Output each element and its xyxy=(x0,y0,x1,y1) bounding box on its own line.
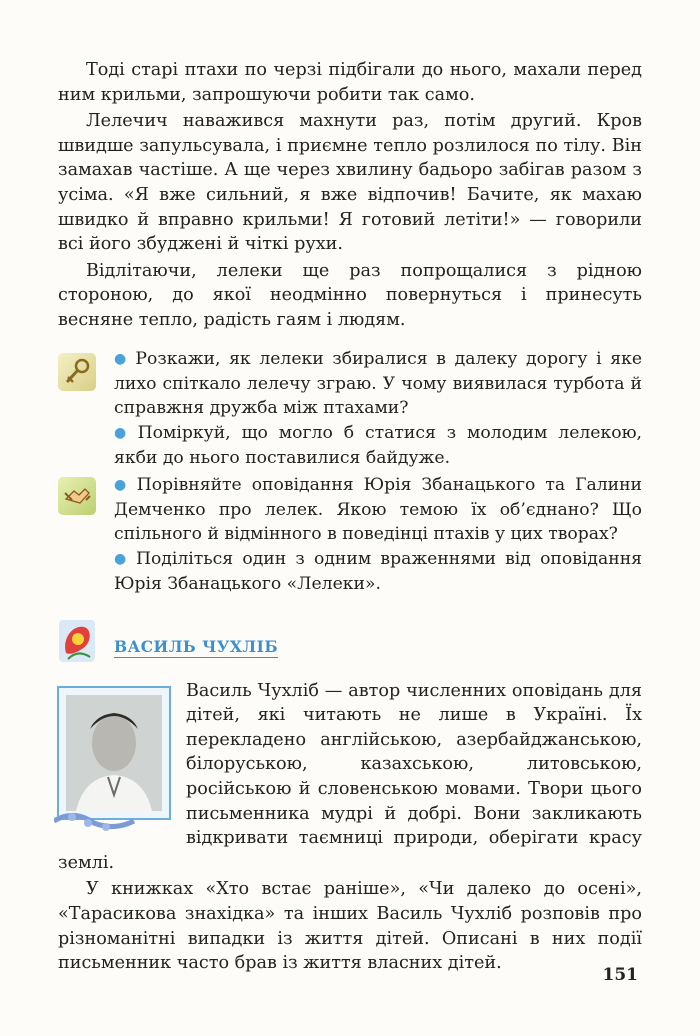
question-item: ● Порівняйте оповідання Юрія Збанацького та Галини Демченко про лелек. Якою темою їх об’єднано? Що спільного й відмінного в поведінці птахів у цих творах? xyxy=(114,474,642,545)
questions-block-2 xyxy=(58,473,642,597)
key-icon xyxy=(58,353,96,391)
bullet-icon: ● xyxy=(114,424,132,441)
page-content xyxy=(58,58,642,976)
author-heading xyxy=(58,619,642,663)
paragraph: Відлітаючи, лелеки ще раз попрощалися з рідною стороною, до якої неодмінно повернуться і принесуть весняне тепло, радість гаям і людям. xyxy=(58,260,642,330)
author-emblem-icon xyxy=(58,619,96,663)
author-portrait xyxy=(54,681,174,831)
paragraph: Василь Чухліб — автор численних оповідань для дітей, які читають не лише в Україні. Їх перекладено англійською, азербайджанською, білоруською, казахською, литовською, російською й словенською мовами. Твори цього письменника мудрі й добрі. Вони закликають відкривати таємниці природи, оберігати красу землі. xyxy=(58,680,642,873)
paragraph: Тоді старі птахи по черзі підбігали до нього, махали перед ним крильми, запрошуючи робити так само. xyxy=(58,60,642,105)
author-bio xyxy=(58,679,642,976)
question-item: ● Поміркуй, що могло б статися з молодим лелекою, якби до нього поставилися байдуже. xyxy=(114,422,642,469)
question-item: ● Розкажи, як лелеки збиралися в далеку дорогу і яке лихо спіткало лелечу зграю. У чому виявилася турбота й справжня дружба між птахами? xyxy=(114,348,642,419)
bullet-icon: ● xyxy=(114,550,130,567)
paragraph: Лелечич наважився махнути раз, потім другий. Кров швидше запульсувала, і приємне тепло розлилося по тілу. Він замахав частіше. А ще через хвилину бадьоро забігав разом з усіма. «Я вже сильний, я вже відпочив! Бачите, як махаю швидко й вправно крильми! Я готовий летіти!» — говорили всі його збуджені й чіткі рухи. xyxy=(58,111,642,255)
handshake-icon xyxy=(58,477,96,515)
question-item: ● Поділіться один з одним враженнями від оповідання Юрія Збанацького «Лелеки». xyxy=(114,548,642,595)
author-name-link[interactable]: ВАСИЛЬ ЧУХЛІБ xyxy=(114,636,279,656)
questions-block-1 xyxy=(58,347,642,471)
paragraph: У книжках «Хто встає раніше», «Чи далеко до осені», «Тарасикова знахідка» та інших Василь Чухліб розповів про різноманітні випадки із життя дітей. Описані в них події письменник часто брав із життя власних дітей. xyxy=(58,879,642,974)
bullet-icon: ● xyxy=(114,350,130,367)
bullet-icon: ● xyxy=(114,476,131,493)
page-number: 151 xyxy=(602,965,638,985)
